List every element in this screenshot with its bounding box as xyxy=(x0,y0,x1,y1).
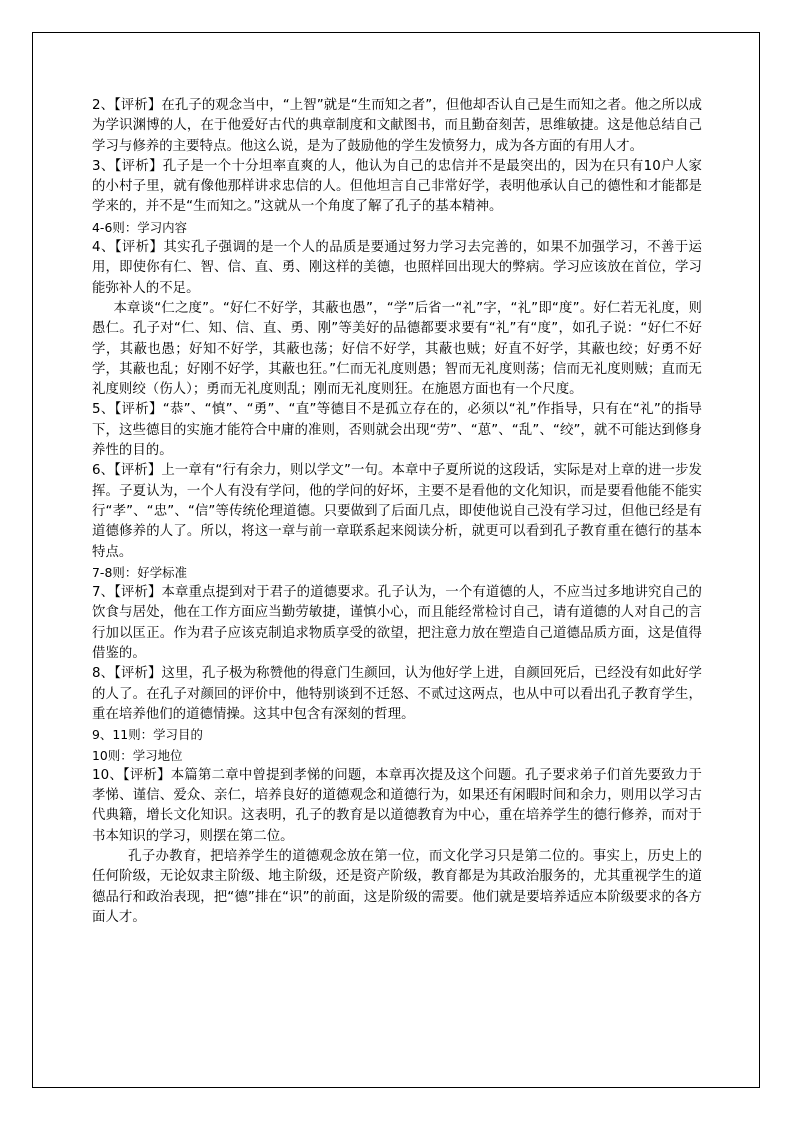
commentary-6: 6、【评析】上一章有“行有余力，则以学文”一句。本章中子夏所说的这段话，实际是对上章的进一步发挥。子夏认为，一个人有没有学问，他的学问的好坏，主要不是看他的文化知识，而是要看他能不能实行“孝”、“忠”、“信”等传统伦理道德。只要做到了后面几点，即使他说自己没有学习过，但他已经是有道德修养的人了。所以，将这一章与前一章联系起来阅读分析，就更可以看到孔子教育重在德行的基本特点。 xyxy=(92,463,702,560)
section-heading-study-status: 10则：学习地位 xyxy=(92,747,183,763)
commentary-10: 10、【评析】本篇第二章中曾提到孝悌的问题，本章再次提及这个问题。孔子要求弟子们首先要致力于孝悌、谨信、爱众、亲仁，培养良好的道德观念和道德行为，如果还有闲暇时间和余力，则用以学习古代典籍，增长文化知识。这表明，孔子的教育是以道德教育为中心，重在培养学生的德行修养，而对于书本知识的学习，则摆在第二位。 xyxy=(92,767,702,844)
commentary-10-continued: 孔子办教育，把培养学生的道德观念放在第一位，而文化学习只是第二位的。事实上，历史上的任何阶级，无论奴隶主阶级、地主阶级，还是资产阶级，教育都是为其政治服务的，尤其重视学生的道德品行和政治表现，把“德”排在“识”的前面，这是阶级的需要。他们就是要培养适应本阶级要求的各方面人才。 xyxy=(92,848,702,925)
commentary-7: 7、【评析】本章重点提到对于君子的道德要求。孔子认为，一个有道德的人，不应当过多地讲究自己的饮食与居处，他在工作方面应当勤劳敏捷，谨慎小心，而且能经常检讨自己，请有道德的人对自己的言行加以匡正。作为君子应该克制追求物质享受的欲望，把注意力放在塑造自己道德品质方面，这是值得借鉴的。 xyxy=(92,585,702,662)
document-body xyxy=(92,96,702,928)
commentary-3: 3、【评析】孔子是一个十分坦率直爽的人，他认为自己的忠信并不是最突出的，因为在只有10户人家的小村子里，就有像他那样讲求忠信的人。但他坦言自己非常好学，表明他承认自己的德性和才能都是学来的，并不是“生而知之。”这就从一个角度了解了孔子的基本精神。 xyxy=(92,158,702,215)
commentary-5: 5、【评析】“恭”、“慎”、“勇”、“直”等德目不是孤立存在的，必须以“礼”作指导，只有在“礼”的指导下，这些德目的实施才能符合中庸的准则，否则就会出现“劳”、“葸”、“乱”、“绞”，就不可能达到修身养性的目的。 xyxy=(92,402,702,459)
commentary-8: 8、【评析】这里，孔子极为称赞他的得意门生颜回，认为他好学上进，自颜回死后，已经没有如此好学的人了。在孔子对颜回的评价中，他特别谈到不迁怒、不贰过这两点，也从中可以看出孔子教育学生，重在培养他们的道德情操。这其中包含有深刻的哲理。 xyxy=(92,666,702,722)
section-heading-study-purpose: 9、11则：学习目的 xyxy=(92,727,203,743)
commentary-2: 2、【评析】在孔子的观念当中，“上智”就是“生而知之者”，但他却否认自己是生而知之者。他之所以成为学识渊博的人，在于他爱好古代的典章制度和文献图书，而且勤奋刻苦，思维敏捷。这是他总结自己学习与修养的主要特点。他这么说，是为了鼓励他的学生发愤努力，成为各方面的有用人才。 xyxy=(92,98,702,154)
section-heading-study-content: 4-6则：学习内容 xyxy=(92,219,188,235)
section-heading-study-standard: 7-8则：好学标准 xyxy=(92,564,188,580)
commentary-4: 4、【评析】其实孔子强调的是一个人的品质是要通过努力学习去完善的，如果不加强学习，不善于运用，即使你有仁、智、信、直、勇、刚这样的美德，也照样回出现大的弊病。学习应该放在首位，学习能弥补人的不足。 xyxy=(92,240,702,296)
commentary-4-continued: 本章谈“仁之度”。“好仁不好学，其蔽也愚”，“学”后省一“礼”字，“礼”即“度”。好仁若无礼度，则愚仁。孔子对“仁、知、信、直、勇、刚”等美好的品德都要求要有“礼”有“度”，如孔子说：“好仁不好学，其蔽也愚；好知不好学，其蔽也荡；好信不好学，其蔽也贼；好直不好学，其蔽也绞；好勇不好学，其蔽也乱；好刚不好学，其蔽也狂。”仁而无礼度则愚；智而无礼度则荡；信而无礼度则贼；直而无礼度则绞（伤人）；勇而无礼度则乱；刚而无礼度则狂。在施恩方面也有一个尺度。 xyxy=(92,300,702,398)
